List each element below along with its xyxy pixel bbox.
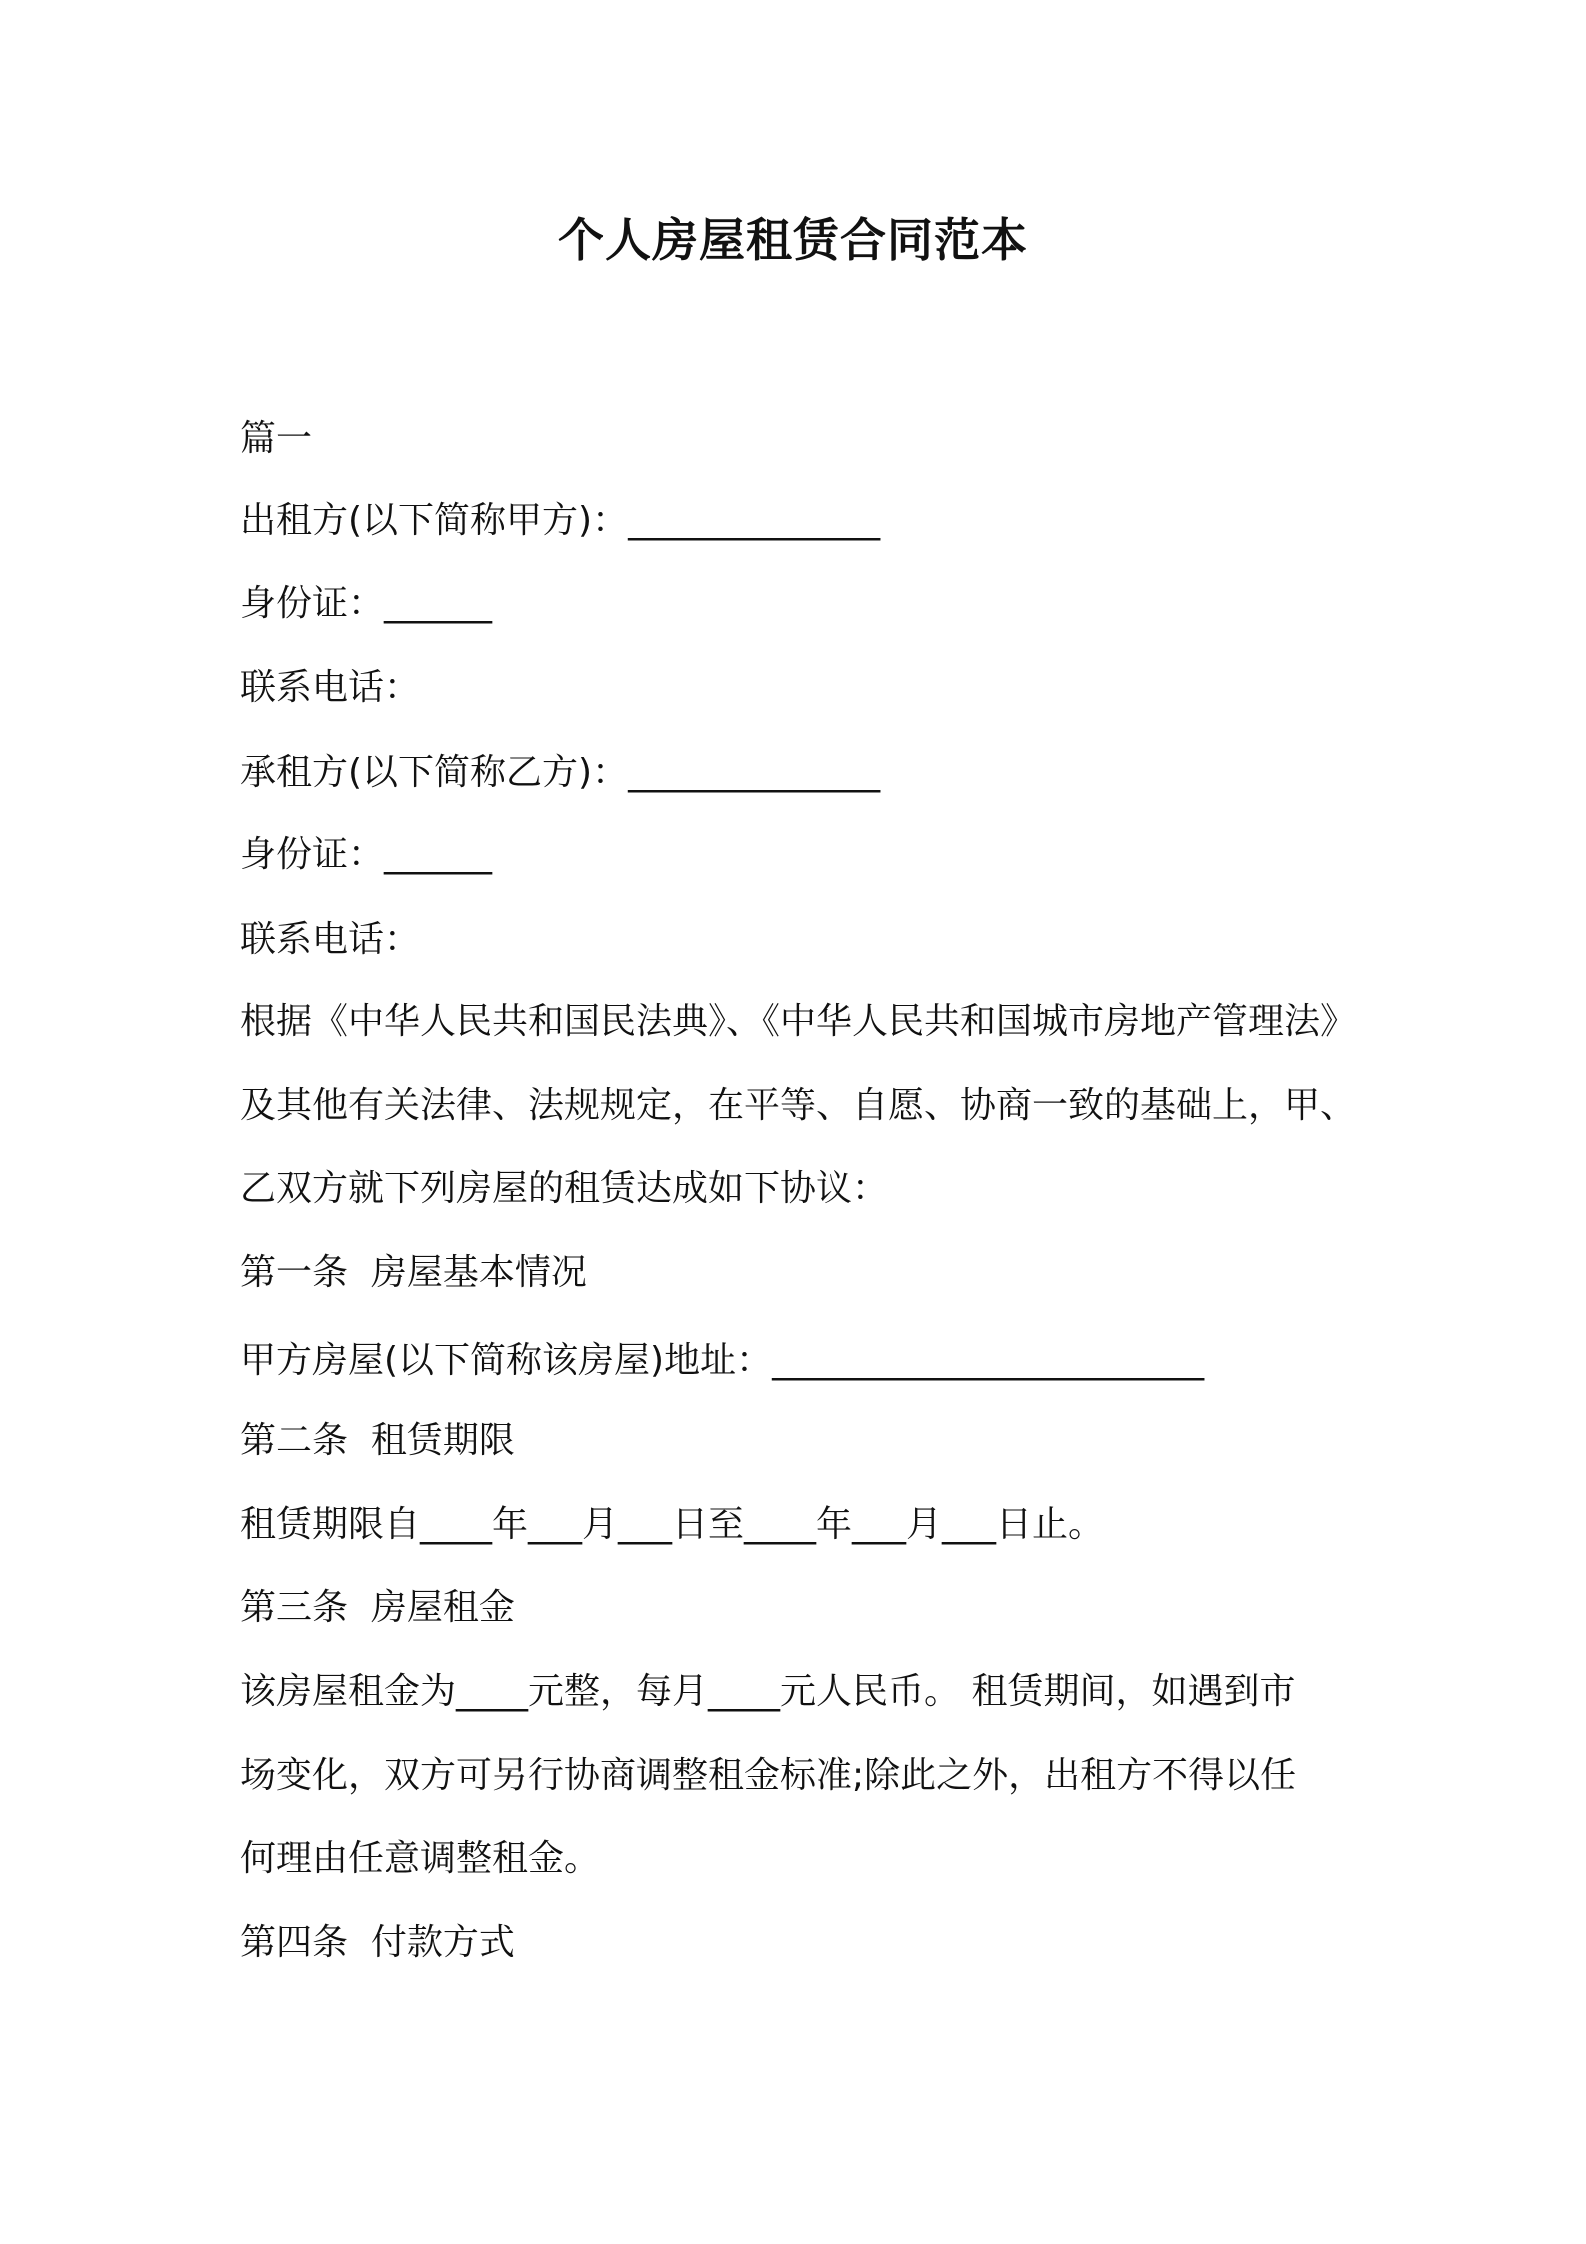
lessee-phone-line: 联系电话： bbox=[240, 919, 421, 960]
lessor-name-line: 出租方(以下简称甲方)：______________ bbox=[240, 500, 881, 541]
rent-line-3: 何理由任意调整租金。 bbox=[240, 1838, 601, 1879]
preamble-line-3: 乙双方就下列房屋的租赁达成如下协议： bbox=[240, 1168, 889, 1209]
lessor-phone-line: 联系电话： bbox=[240, 667, 421, 708]
article-2-heading: 第二条 租赁期限 bbox=[240, 1420, 515, 1461]
rent-line-2: 场变化，双方可另行协商调整租金标准;除此之外，出租方不得以任 bbox=[240, 1755, 1297, 1796]
section-label: 篇一 bbox=[240, 418, 313, 459]
document-title: 个人房屋租赁合同范本 bbox=[558, 213, 1028, 267]
lessor-id-line: 身份证：______ bbox=[240, 583, 493, 624]
article-1-heading: 第一条 房屋基本情况 bbox=[240, 1252, 587, 1293]
rent-line-1: 该房屋租金为____元整，每月____元人民币。 租赁期间，如遇到市 bbox=[240, 1671, 1296, 1712]
lessee-id-line: 身份证：______ bbox=[240, 834, 493, 875]
article-3-heading: 第三条 房屋租金 bbox=[240, 1587, 515, 1628]
lessee-name-line: 承租方(以下简称乙方)：______________ bbox=[240, 752, 881, 793]
property-address-line: 甲方房屋(以下简称该房屋)地址：________________________ bbox=[240, 1340, 1205, 1381]
lease-term-line: 租赁期限自____年___月___日至____年___月___日止。 bbox=[240, 1504, 1105, 1545]
preamble-line-1: 根据《中华人民共和国民法典》、《中华人民共和国城市房地产管理法》 bbox=[240, 1001, 1357, 1042]
preamble-line-2: 及其他有关法律、法规规定，在平等、自愿、协商一致的基础上，甲、 bbox=[240, 1085, 1357, 1126]
article-4-heading: 第四条 付款方式 bbox=[240, 1922, 515, 1963]
